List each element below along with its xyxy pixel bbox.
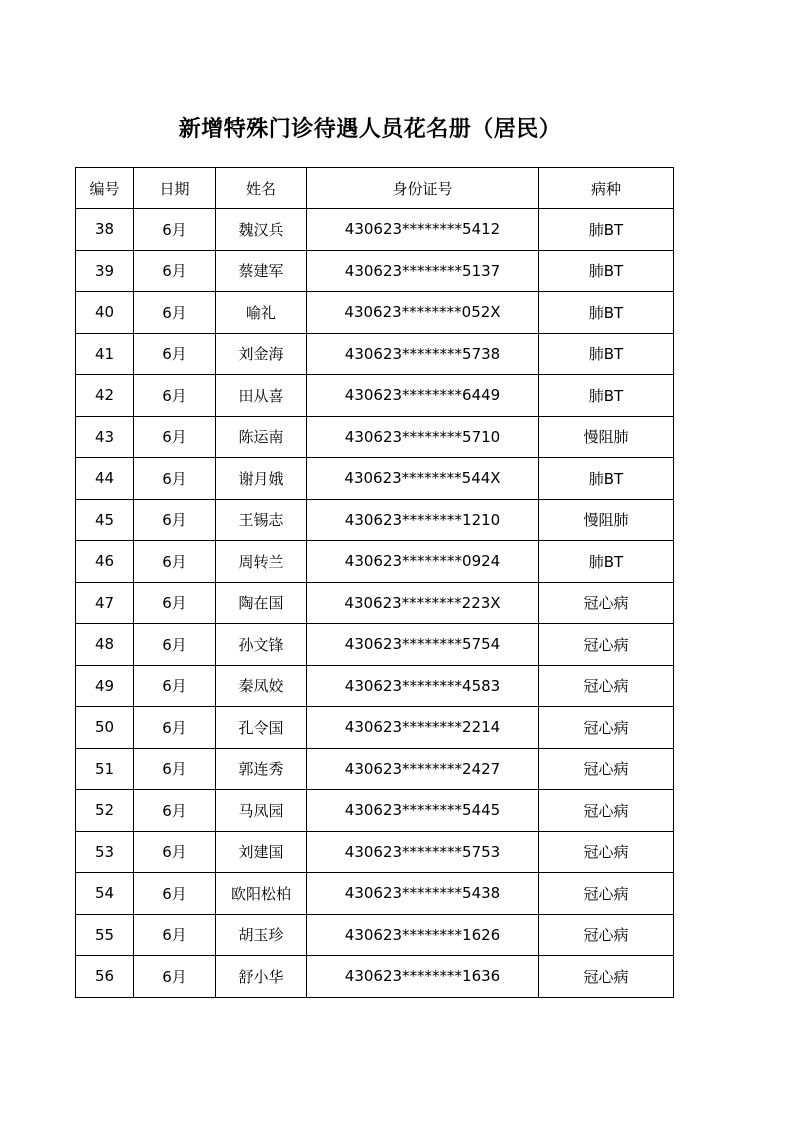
cell-date: 6月 — [134, 541, 216, 583]
cell-disease: 冠心病 — [539, 956, 674, 998]
cell-number: 43 — [76, 416, 134, 458]
roster-table — [75, 167, 674, 998]
cell-disease: 肺BT — [539, 375, 674, 417]
cell-date: 6月 — [134, 914, 216, 956]
cell-date: 6月 — [134, 582, 216, 624]
cell-number: 44 — [76, 458, 134, 500]
cell-disease: 冠心病 — [539, 582, 674, 624]
cell-number: 42 — [76, 375, 134, 417]
table-row — [76, 707, 674, 749]
table-row — [76, 748, 674, 790]
cell-disease: 肺BT — [539, 209, 674, 251]
header-disease: 病种 — [539, 168, 674, 209]
cell-date: 6月 — [134, 790, 216, 832]
cell-number: 50 — [76, 707, 134, 749]
header-date: 日期 — [134, 168, 216, 209]
cell-disease: 冠心病 — [539, 665, 674, 707]
cell-number: 41 — [76, 333, 134, 375]
table-row — [76, 831, 674, 873]
cell-disease: 冠心病 — [539, 707, 674, 749]
cell-name: 胡玉珍 — [216, 914, 307, 956]
cell-date: 6月 — [134, 250, 216, 292]
cell-name: 郭连秀 — [216, 748, 307, 790]
page-title: 新增特殊门诊待遇人员花名册（居民） — [178, 116, 562, 142]
cell-disease: 冠心病 — [539, 873, 674, 915]
cell-number: 38 — [76, 209, 134, 251]
header-number: 编号 — [76, 168, 134, 209]
cell-disease: 慢阻肺 — [539, 499, 674, 541]
cell-id-number: 430623********5137 — [307, 250, 539, 292]
cell-name: 马凤园 — [216, 790, 307, 832]
cell-name: 刘金海 — [216, 333, 307, 375]
table-row — [76, 956, 674, 998]
cell-name: 舒小华 — [216, 956, 307, 998]
cell-id-number: 430623********5754 — [307, 624, 539, 666]
cell-number: 53 — [76, 831, 134, 873]
cell-number: 51 — [76, 748, 134, 790]
cell-id-number: 430623********5753 — [307, 831, 539, 873]
cell-date: 6月 — [134, 624, 216, 666]
cell-disease: 冠心病 — [539, 831, 674, 873]
cell-name: 魏汉兵 — [216, 209, 307, 251]
cell-date: 6月 — [134, 292, 216, 334]
cell-number: 49 — [76, 665, 134, 707]
cell-date: 6月 — [134, 458, 216, 500]
header-name: 姓名 — [216, 168, 307, 209]
cell-disease: 肺BT — [539, 250, 674, 292]
cell-id-number: 430623********052X — [307, 292, 539, 334]
cell-date: 6月 — [134, 707, 216, 749]
cell-name: 谢月娥 — [216, 458, 307, 500]
cell-date: 6月 — [134, 831, 216, 873]
table-row — [76, 333, 674, 375]
cell-date: 6月 — [134, 873, 216, 915]
cell-date: 6月 — [134, 416, 216, 458]
table-header-row — [76, 168, 674, 209]
cell-date: 6月 — [134, 499, 216, 541]
cell-disease: 冠心病 — [539, 790, 674, 832]
cell-name: 田从喜 — [216, 375, 307, 417]
cell-id-number: 430623********544X — [307, 458, 539, 500]
table-row — [76, 499, 674, 541]
cell-number: 54 — [76, 873, 134, 915]
cell-name: 喻礼 — [216, 292, 307, 334]
cell-id-number: 430623********5710 — [307, 416, 539, 458]
cell-name: 孔令国 — [216, 707, 307, 749]
table-row — [76, 665, 674, 707]
cell-disease: 冠心病 — [539, 748, 674, 790]
cell-id-number: 430623********5412 — [307, 209, 539, 251]
cell-disease: 肺BT — [539, 541, 674, 583]
table-row — [76, 541, 674, 583]
cell-number: 40 — [76, 292, 134, 334]
cell-date: 6月 — [134, 375, 216, 417]
cell-name: 陈运南 — [216, 416, 307, 458]
cell-disease: 冠心病 — [539, 624, 674, 666]
table-row — [76, 624, 674, 666]
cell-id-number: 430623********1626 — [307, 914, 539, 956]
table-row — [76, 873, 674, 915]
cell-id-number: 430623********1210 — [307, 499, 539, 541]
cell-disease: 肺BT — [539, 292, 674, 334]
cell-number: 39 — [76, 250, 134, 292]
cell-disease: 冠心病 — [539, 914, 674, 956]
cell-id-number: 430623********5738 — [307, 333, 539, 375]
cell-number: 52 — [76, 790, 134, 832]
cell-number: 56 — [76, 956, 134, 998]
cell-name: 刘建国 — [216, 831, 307, 873]
cell-id-number: 430623********2214 — [307, 707, 539, 749]
header-id-number: 身份证号 — [307, 168, 539, 209]
cell-disease: 肺BT — [539, 333, 674, 375]
cell-id-number: 430623********2427 — [307, 748, 539, 790]
table-row — [76, 292, 674, 334]
cell-disease: 肺BT — [539, 458, 674, 500]
cell-number: 47 — [76, 582, 134, 624]
cell-id-number: 430623********0924 — [307, 541, 539, 583]
cell-date: 6月 — [134, 956, 216, 998]
cell-id-number: 430623********223X — [307, 582, 539, 624]
cell-name: 陶在国 — [216, 582, 307, 624]
table-row — [76, 458, 674, 500]
table-row — [76, 209, 674, 251]
cell-name: 王锡志 — [216, 499, 307, 541]
cell-number: 46 — [76, 541, 134, 583]
table-body — [76, 209, 674, 998]
cell-date: 6月 — [134, 333, 216, 375]
cell-id-number: 430623********4583 — [307, 665, 539, 707]
cell-number: 55 — [76, 914, 134, 956]
table-row — [76, 416, 674, 458]
cell-date: 6月 — [134, 209, 216, 251]
cell-date: 6月 — [134, 748, 216, 790]
cell-name: 欧阳松柏 — [216, 873, 307, 915]
cell-number: 45 — [76, 499, 134, 541]
cell-disease: 慢阻肺 — [539, 416, 674, 458]
cell-number: 48 — [76, 624, 134, 666]
cell-date: 6月 — [134, 665, 216, 707]
table-row — [76, 250, 674, 292]
table-row — [76, 582, 674, 624]
table-row — [76, 375, 674, 417]
table-row — [76, 790, 674, 832]
cell-name: 周转兰 — [216, 541, 307, 583]
cell-name: 蔡建军 — [216, 250, 307, 292]
cell-id-number: 430623********1636 — [307, 956, 539, 998]
cell-name: 孙文锋 — [216, 624, 307, 666]
cell-name: 秦凤姣 — [216, 665, 307, 707]
cell-id-number: 430623********5445 — [307, 790, 539, 832]
cell-id-number: 430623********6449 — [307, 375, 539, 417]
cell-id-number: 430623********5438 — [307, 873, 539, 915]
table-row — [76, 914, 674, 956]
